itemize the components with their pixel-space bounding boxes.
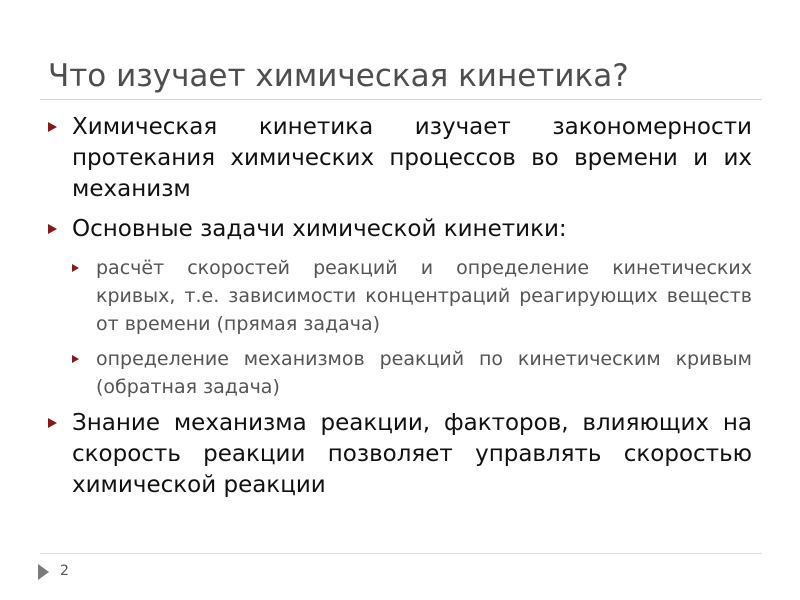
sub-bullet-item — [72, 254, 752, 338]
sub-bullet-triangle-icon — [72, 264, 79, 272]
slide-content — [48, 112, 752, 510]
bullet-item — [48, 408, 752, 501]
sub-bullet-triangle-icon — [72, 355, 79, 363]
title-divider — [40, 99, 762, 100]
bullet-triangle-icon — [48, 122, 57, 132]
bullet-text: Основные задачи химической кинетики: — [72, 216, 567, 242]
sub-bullet-item — [72, 345, 752, 401]
sub-bullet-text: определение механизмов реакций по кинетическим кривым (обратная задача) — [96, 348, 752, 398]
bullet-triangle-icon — [48, 418, 57, 428]
bullet-text: Знание механизма реакции, факторов, влияющих на скорость реакции позволяет управлять скоростью химической реакции — [72, 410, 752, 498]
footer-divider — [40, 553, 762, 554]
bullet-item — [48, 214, 752, 245]
slide-title: Что изучает химическая кинетика? — [48, 58, 629, 94]
nav-arrow-icon[interactable] — [38, 564, 49, 580]
bullet-text: Химическая кинетика изучает закономерности протекания химических процессов во времени и их механизм — [72, 114, 752, 202]
bullet-item — [48, 112, 752, 205]
bullet-triangle-icon — [48, 224, 57, 234]
sub-bullet-text: расчёт скоростей реакций и определение кинетических кривых, т.е. зависимости концентраций реагирующих веществ от времени (прямая задача) — [96, 257, 752, 335]
page-number: 2 — [60, 563, 69, 579]
